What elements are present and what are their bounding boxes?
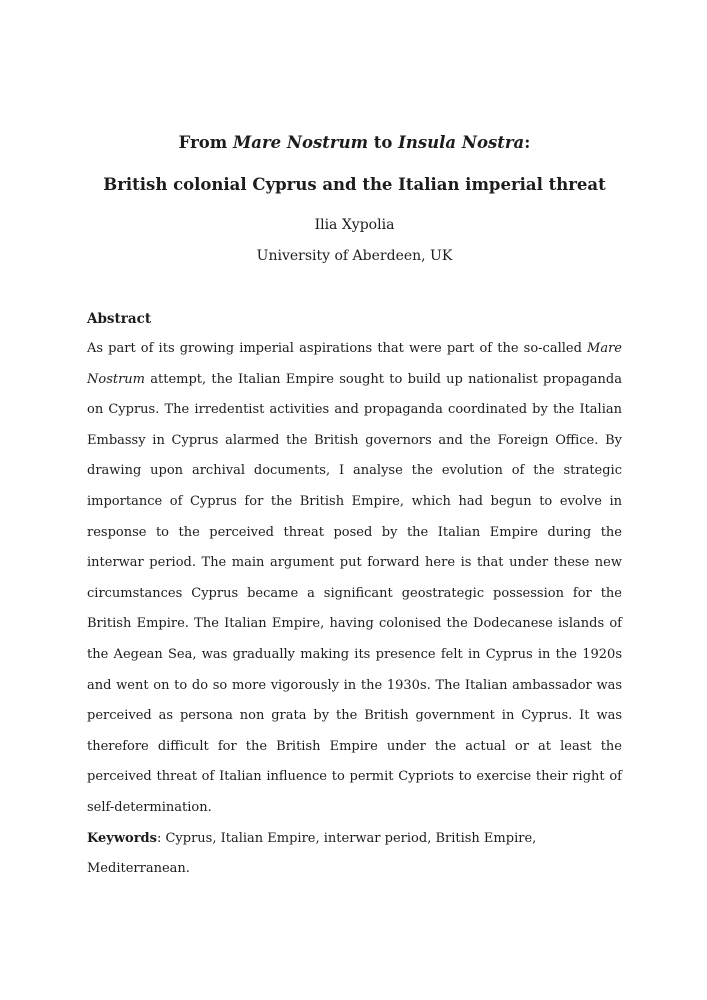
keywords-label: Keywords: [87, 830, 157, 846]
author-affiliation: University of Aberdeen, UK: [256, 248, 453, 264]
keywords-line: [87, 824, 622, 885]
paper-title-line-1: From Mare Nostrum to Insula Nostra:: [178, 133, 531, 152]
paper-title-line-2: British colonial Cyprus and the Italian imperial threat: [103, 175, 606, 194]
abstract-text: As part of its growing imperial aspirations that were part of the so-called Mare Nostrum attempt, the Italian Empire sought to build up nationalist propaganda on Cyprus. The irredentist activities and propaganda coordinated by the Italian Embassy in Cyprus alarmed the British governors and the Foreign Office. By drawing upon archival documents, I analyse the evolution of the strategic importance of Cyprus for the British Empire, which had begun to evolve in response to the perceived threat posed by the Italian Empire during the interwar period. The main argument put forward here is that under these new circumstances Cyprus became a significant geostrategic possession for the British Empire. The Italian Empire, having colonised the Dodecanese islands of the Aegean Sea, was gradually making its presence felt in Cyprus in the 1920s and went on to do so more vigorously in the 1930s. The Italian ambassador was perceived as persona non grata by the British government in Cyprus. It was therefore difficult for the British Empire under the actual or at least the perceived threat of Italian influence to permit Cypriots to exercise their right of self-determination.: [87, 341, 627, 815]
abstract-heading: Abstract: [87, 311, 152, 327]
author-name: Ilia Xypolia: [314, 217, 395, 233]
keywords-text: : Cyprus, Italian Empire, interwar period, British Empire, Mediterranean.: [87, 830, 537, 877]
